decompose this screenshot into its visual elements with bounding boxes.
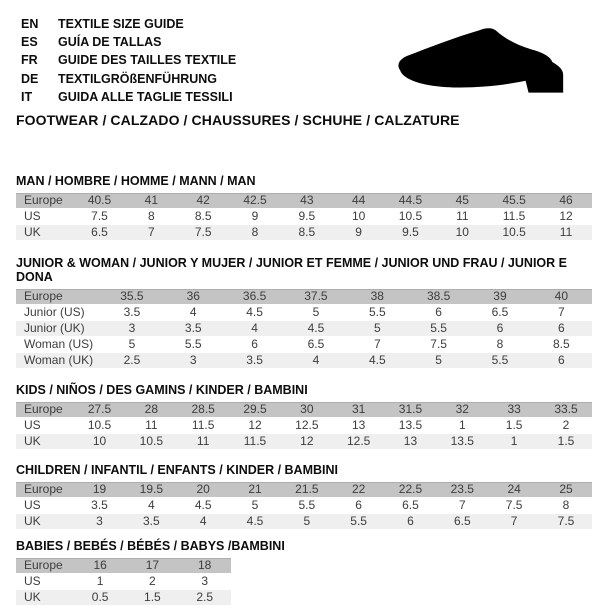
size-cell: 11	[177, 434, 229, 449]
size-cell: 6.5	[74, 225, 126, 240]
size-cell: 6	[355, 498, 362, 513]
section-man	[16, 174, 592, 241]
row-label: US	[24, 498, 41, 513]
size-cell: 22.5	[385, 482, 437, 497]
size-cell: 30	[281, 402, 333, 417]
row-label: UK	[16, 434, 74, 449]
row-label: UK	[16, 514, 74, 529]
size-cell: 6.5	[436, 514, 488, 529]
size-cell: 33	[488, 402, 540, 417]
size-cell: 23.5	[436, 482, 488, 497]
size-cell: 10.5	[87, 418, 112, 433]
size-cell: 3	[163, 353, 224, 368]
size-cell: 3	[74, 514, 126, 529]
size-cell: 20	[177, 482, 229, 497]
size-cell: 5.5	[333, 514, 385, 529]
row-label: Woman (UK)	[16, 353, 101, 368]
category-title: FOOTWEAR / CALZADO / CHAUSSURES / SCHUHE / CALZATURE	[16, 112, 460, 129]
size-cell: 32	[436, 402, 488, 417]
size-cell: 3	[201, 574, 209, 589]
size-cell: 7.5	[505, 498, 523, 513]
lang-code: DE	[21, 71, 39, 86]
size-cell: 8	[496, 337, 504, 352]
size-cell: 33.5	[540, 402, 592, 417]
size-cell: 3.5	[163, 321, 224, 336]
size-cell: 3.5	[91, 498, 108, 513]
size-row	[16, 321, 592, 336]
size-cell: 4.5	[246, 305, 263, 320]
size-cell: 4.5	[285, 321, 346, 336]
size-cell: 31.5	[385, 402, 437, 417]
section-children	[16, 463, 592, 530]
size-cell: 7	[488, 514, 540, 529]
size-cell: 11.5	[191, 418, 215, 433]
size-cell: 1	[488, 434, 540, 449]
size-cell: 8.5	[281, 225, 333, 240]
size-cell: 4.5	[347, 353, 408, 368]
size-row	[16, 434, 592, 449]
size-cell: 11	[540, 225, 592, 240]
size-cell: 42	[177, 193, 229, 208]
size-cell: 40	[531, 289, 592, 304]
size-cell: 44.5	[385, 193, 437, 208]
size-cell: 5	[281, 514, 333, 529]
row-label: US	[24, 574, 41, 589]
row-label: Junior (US)	[24, 305, 85, 320]
size-cell: 25	[540, 482, 592, 497]
size-cell: 3.5	[224, 353, 285, 368]
size-cell: 10	[436, 225, 488, 240]
size-row	[16, 209, 592, 224]
size-row	[16, 498, 592, 513]
size-cell: 6	[531, 353, 592, 368]
size-cell: 35.5	[101, 289, 162, 304]
size-cell: 11	[456, 209, 469, 224]
size-cell: 12	[248, 418, 262, 433]
size-cell: 13.5	[398, 418, 423, 433]
lang-label: TEXTILGRÖßENFÜHRUNG	[58, 71, 218, 86]
section-title-junior-woman: JUNIOR & WOMAN / JUNIOR Y MUJER / JUNIOR ET FEMME / JUNIOR UND FRAU / JUNIOR E DONA	[16, 256, 567, 285]
size-cell: 9	[333, 225, 385, 240]
size-cell: 5.5	[298, 498, 316, 513]
size-header-row	[16, 482, 592, 497]
size-cell: 6	[251, 337, 258, 352]
size-cell: 13	[351, 418, 366, 433]
size-table-kids	[16, 401, 592, 450]
size-cell: 4.5	[194, 498, 212, 513]
size-cell: 5	[251, 498, 259, 513]
row-label: Europe	[16, 402, 74, 417]
size-cell: 3.5	[125, 514, 177, 529]
size-cell: 11.5	[502, 209, 526, 224]
size-cell: 45.5	[488, 193, 540, 208]
size-cell: 4	[224, 321, 285, 336]
size-cell: 12	[281, 434, 333, 449]
row-label: Europe	[16, 558, 74, 573]
size-cell: 37.5	[285, 289, 346, 304]
size-cell: 42.5	[229, 193, 281, 208]
size-cell: 7	[373, 337, 381, 352]
size-cell: 10.5	[398, 209, 423, 224]
size-cell: 17	[126, 558, 178, 573]
size-cell: 45	[436, 193, 488, 208]
size-cell: 1.5	[505, 418, 523, 433]
size-cell: 21	[229, 482, 281, 497]
size-header-row	[16, 193, 592, 208]
section-title-kids: KIDS / NIÑOS / DES GAMINS / KINDER / BAMBINI	[16, 383, 308, 398]
size-cell: 4	[147, 498, 155, 513]
size-row	[16, 514, 592, 529]
size-cell: 11	[145, 418, 158, 433]
size-cell: 6.5	[402, 498, 419, 513]
size-cell: 11.5	[229, 434, 281, 449]
size-cell: 7	[458, 498, 466, 513]
size-cell: 12	[559, 209, 573, 224]
size-table-man	[16, 192, 592, 241]
size-cell: 9.5	[385, 225, 437, 240]
size-cell: 1	[96, 574, 104, 589]
lang-code: IT	[21, 89, 33, 104]
row-label: UK	[16, 225, 74, 240]
section-title-children: CHILDREN / INFANTIL / ENFANTS / KINDER / BAMBINI	[16, 463, 338, 478]
size-cell: 18	[179, 558, 231, 573]
size-cell: 9	[251, 209, 259, 224]
size-cell: 6	[531, 321, 592, 336]
shoe-icon	[396, 26, 578, 96]
size-cell: 38	[347, 289, 408, 304]
size-table-junior-woman	[16, 288, 592, 369]
size-cell: 5.5	[184, 337, 202, 352]
size-cell: 19.5	[125, 482, 177, 497]
size-cell: 36.5	[224, 289, 285, 304]
size-cell: 13.5	[436, 434, 488, 449]
size-cell: 44	[333, 193, 385, 208]
size-cell: 8.5	[194, 209, 212, 224]
size-cell: 3.5	[123, 305, 141, 320]
section-title-man: MAN / HOMBRE / HOMME / MANN / MAN	[16, 174, 256, 189]
size-cell: 7.5	[177, 225, 229, 240]
size-cell: 7	[557, 305, 565, 320]
size-cell: 46	[540, 193, 592, 208]
size-row	[16, 418, 592, 433]
size-cell: 6	[435, 305, 442, 320]
size-cell: 36	[163, 289, 224, 304]
size-cell: 5	[128, 337, 136, 352]
size-cell: 9.5	[298, 209, 316, 224]
size-header-row	[16, 289, 592, 304]
size-table-children	[16, 481, 592, 530]
size-cell: 7.5	[540, 514, 592, 529]
size-cell: 39	[469, 289, 530, 304]
size-cell: 6	[385, 514, 437, 529]
size-cell: 10	[351, 209, 366, 224]
size-cell: 1.5	[126, 590, 178, 605]
size-cell: 24	[488, 482, 540, 497]
size-cell: 8.5	[552, 337, 570, 352]
size-row	[16, 353, 592, 368]
section-kids	[16, 383, 592, 450]
size-cell: 2.5	[179, 590, 231, 605]
size-cell: 41	[125, 193, 177, 208]
size-cell: 4.5	[229, 514, 281, 529]
size-header-row	[16, 558, 231, 573]
size-cell: 13	[385, 434, 437, 449]
lang-code: FR	[21, 53, 38, 68]
size-cell: 28.5	[177, 402, 229, 417]
size-table-babies	[16, 557, 231, 606]
size-cell: 5.5	[368, 305, 386, 320]
size-cell: 7	[125, 225, 177, 240]
size-cell: 19	[74, 482, 126, 497]
row-label: UK	[16, 590, 74, 605]
lang-code: ES	[21, 35, 38, 50]
size-cell: 7.5	[430, 337, 447, 352]
size-cell: 40.5	[74, 193, 126, 208]
size-cell: 31	[333, 402, 385, 417]
size-cell: 28	[125, 402, 177, 417]
row-label: Europe	[16, 289, 101, 304]
size-cell: 4	[285, 353, 346, 368]
size-cell: 29.5	[229, 402, 281, 417]
size-cell: 3	[101, 321, 162, 336]
section-babies	[16, 539, 592, 606]
size-row	[16, 225, 592, 240]
size-cell: 22	[333, 482, 385, 497]
row-label: Junior (UK)	[16, 321, 101, 336]
size-cell: 43	[281, 193, 333, 208]
size-cell: 6	[469, 321, 530, 336]
size-cell: 2.5	[101, 353, 162, 368]
size-cell: 8	[147, 209, 155, 224]
row-label: US	[24, 418, 41, 433]
size-cell: 10.5	[125, 434, 177, 449]
size-cell: 5.5	[469, 353, 530, 368]
size-cell: 38.5	[408, 289, 469, 304]
size-cell: 1.5	[540, 434, 592, 449]
section-junior-woman	[16, 256, 592, 369]
lang-label: GUIDE DES TAILLES TEXTILE	[58, 53, 237, 68]
size-cell: 5	[312, 305, 320, 320]
row-label: Woman (US)	[24, 337, 94, 352]
size-header-row	[16, 402, 592, 417]
size-tables	[16, 174, 592, 606]
size-cell: 2	[149, 574, 156, 589]
size-cell: 10	[74, 434, 126, 449]
size-row	[16, 574, 231, 589]
size-cell: 5	[347, 321, 408, 336]
size-cell: 5.5	[408, 321, 469, 336]
lang-code: EN	[21, 17, 39, 31]
row-label: Europe	[16, 193, 74, 208]
row-label: Europe	[16, 482, 74, 497]
size-cell: 4	[177, 514, 229, 529]
size-cell: 0.5	[74, 590, 126, 605]
size-cell: 7.5	[91, 209, 108, 224]
size-cell: 8	[562, 498, 570, 513]
size-cell: 21.5	[281, 482, 333, 497]
size-cell: 1	[458, 418, 466, 433]
size-cell: 12.5	[295, 418, 319, 433]
size-cell: 2	[562, 418, 570, 433]
section-title-babies: BABIES / BEBÉS / BÉBÉS / BABYS /BAMBINI	[16, 539, 285, 554]
size-row	[16, 337, 592, 352]
size-cell: 12.5	[333, 434, 385, 449]
size-row	[16, 305, 592, 320]
size-cell: 16	[74, 558, 126, 573]
size-cell: 5	[408, 353, 469, 368]
lang-label: GUIDA ALLE TAGLIE TESSILI	[58, 89, 233, 104]
size-cell: 6.5	[491, 305, 509, 320]
lang-label: GUÍA DE TALLAS	[58, 35, 162, 50]
size-row	[16, 590, 231, 605]
size-cell: 27.5	[74, 402, 126, 417]
lang-label: TEXTILE SIZE GUIDE	[58, 17, 184, 31]
size-cell: 4	[189, 305, 197, 320]
size-cell: 10.5	[488, 225, 540, 240]
size-cell: 8	[229, 225, 281, 240]
size-cell: 6.5	[307, 337, 325, 352]
row-label: US	[24, 209, 41, 224]
